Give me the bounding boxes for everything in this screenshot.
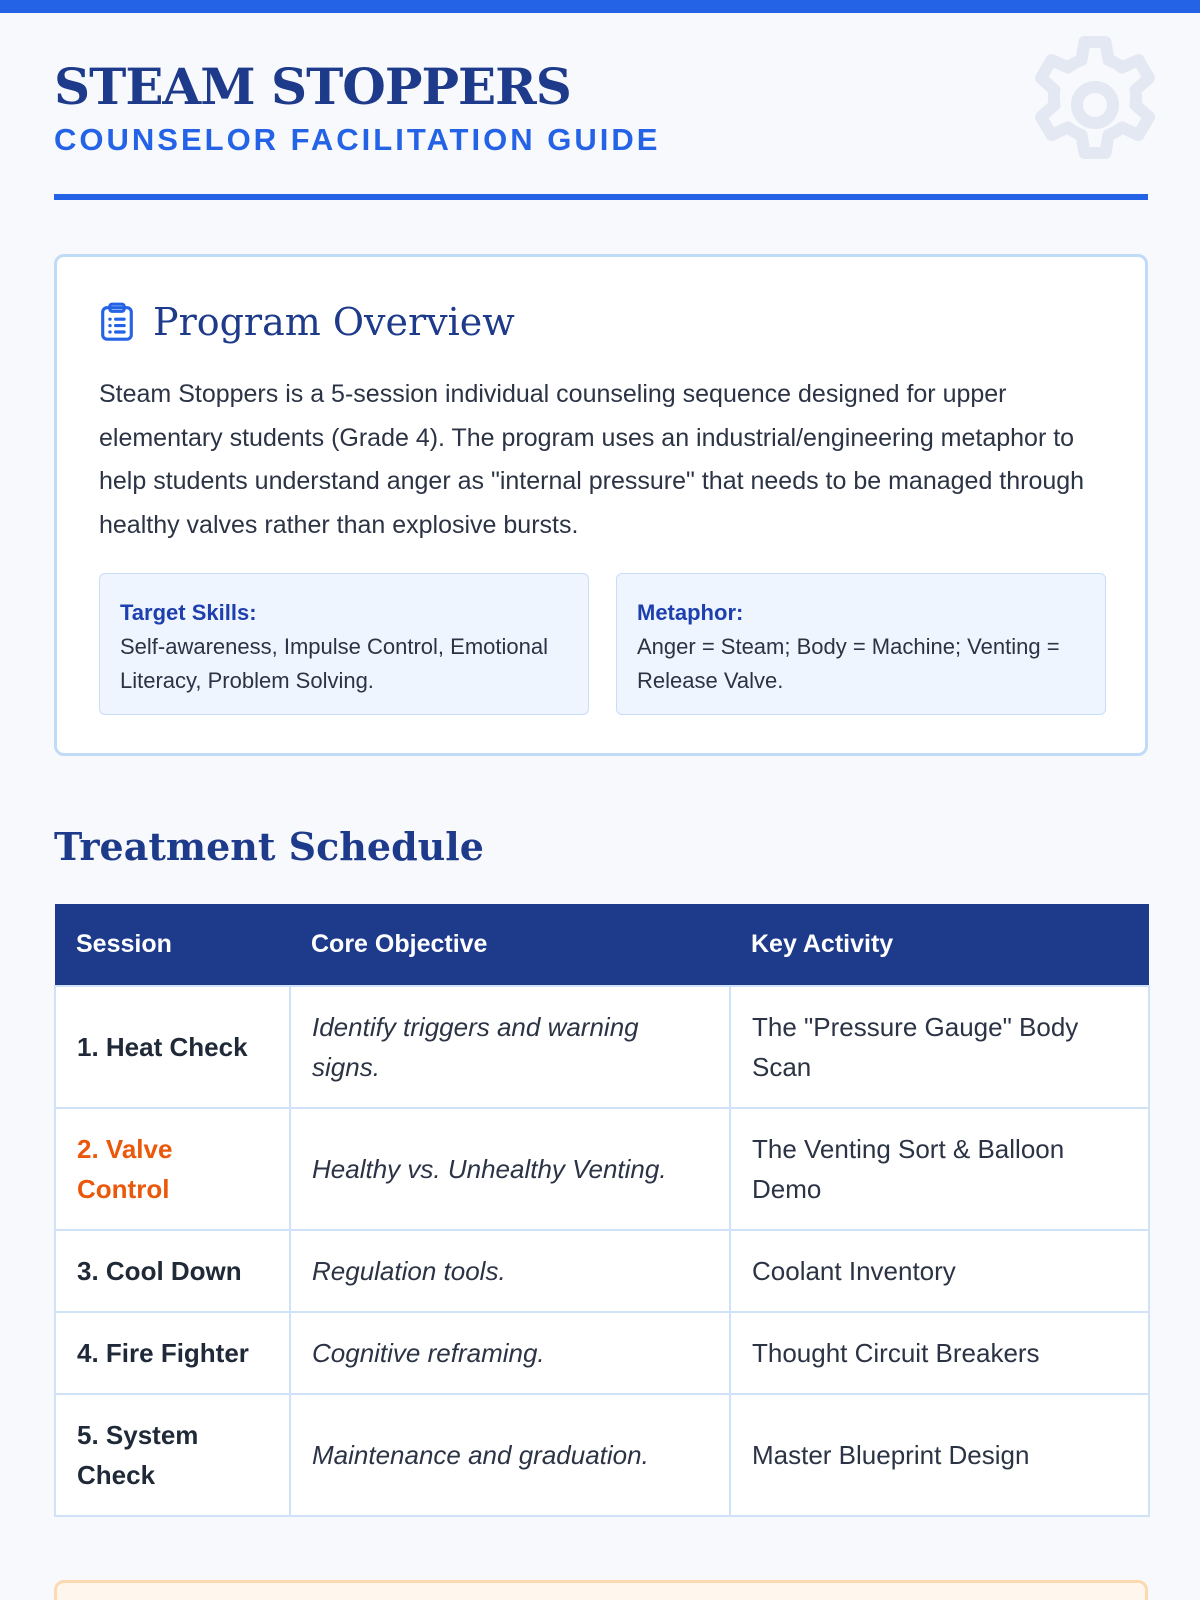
- key-activity: The Venting Sort & Balloon Demo: [730, 1108, 1149, 1230]
- target-skills-label: Target Skills:: [120, 600, 257, 625]
- target-skills-value: Self-awareness, Impulse Control, Emotional Literacy, Problem Solving.: [120, 634, 548, 693]
- column-header-activity: Key Activity: [730, 904, 1149, 986]
- core-objective: Cognitive reframing.: [290, 1312, 730, 1394]
- core-objective: Regulation tools.: [290, 1230, 730, 1312]
- target-skills-box: [99, 573, 589, 715]
- table-row: [55, 1230, 1149, 1312]
- schedule-title: Treatment Schedule: [54, 824, 484, 869]
- clipboard-icon: [99, 302, 135, 342]
- overview-heading: [99, 297, 515, 347]
- column-header-objective: Core Objective: [290, 904, 730, 986]
- program-overview-card: [54, 254, 1148, 756]
- key-activity: Thought Circuit Breakers: [730, 1312, 1149, 1394]
- next-section-card: [54, 1580, 1148, 1600]
- table-row: [55, 1312, 1149, 1394]
- metaphor-label: Metaphor:: [637, 600, 744, 625]
- table-row: [55, 1108, 1149, 1230]
- overview-description: Steam Stoppers is a 5-session individual counseling sequence designed for upper elementary students (Grade 4). The program uses an industrial/engineering metaphor to help students understand anger as "internal pressure" that needs to be managed through healthy valves rather than explosive bursts.: [99, 380, 1085, 539]
- core-objective: Identify triggers and warning signs.: [290, 986, 730, 1108]
- top-accent-bar: [0, 0, 1200, 13]
- gear-icon: [1020, 30, 1170, 180]
- treatment-schedule-table: [54, 904, 1150, 1517]
- core-objective: Healthy vs. Unhealthy Venting.: [290, 1108, 730, 1230]
- key-activity: Coolant Inventory: [730, 1230, 1149, 1312]
- key-activity: Master Blueprint Design: [730, 1394, 1149, 1516]
- table-row: [55, 986, 1149, 1108]
- session-name: 5. System Check: [55, 1394, 290, 1516]
- session-name: 2. Valve Control: [55, 1108, 290, 1230]
- column-header-session: Session: [55, 904, 290, 986]
- overview-title: Program Overview: [153, 300, 515, 344]
- table-header-row: [55, 904, 1149, 986]
- session-name: 4. Fire Fighter: [55, 1312, 290, 1394]
- page-title: STEAM STOPPERS: [54, 57, 571, 116]
- page-header: [54, 56, 1148, 158]
- metaphor-box: [616, 573, 1106, 715]
- page-subtitle: COUNSELOR FACILITATION GUIDE: [54, 122, 661, 157]
- session-name: 3. Cool Down: [55, 1230, 290, 1312]
- core-objective: Maintenance and graduation.: [290, 1394, 730, 1516]
- header-divider: [54, 194, 1148, 200]
- session-name: 1. Heat Check: [55, 986, 290, 1108]
- table-row: [55, 1394, 1149, 1516]
- key-activity: The "Pressure Gauge" Body Scan: [730, 986, 1149, 1108]
- metaphor-value: Anger = Steam; Body = Machine; Venting = Release Valve.: [637, 634, 1060, 693]
